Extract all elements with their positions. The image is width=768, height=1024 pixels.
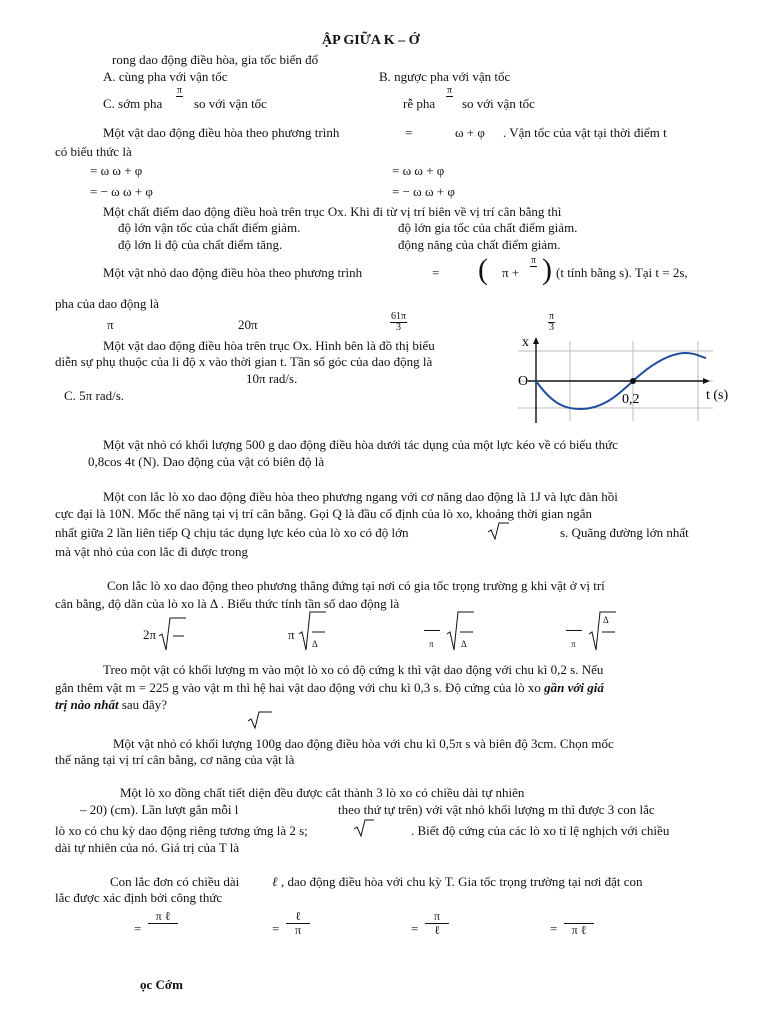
q12-ell: ℓ (272, 874, 278, 889)
q11-line2b: theo thứ tự trên) với vật nhỏ khối lượng m thì được 3 con lắc (338, 802, 655, 817)
q1-option-c: C. sớm pha (103, 96, 163, 111)
q1-option-d: rễ pha (403, 96, 436, 111)
q8-option-d-frac-den: π (571, 639, 576, 649)
q6-line1: Một vật nhỏ có khối lượng 500 g dao động điều hòa dưới tác dụng của một lực kéo về có biểu thức (103, 437, 618, 452)
q1-option-d-tail: so với vận tốc (462, 96, 535, 111)
q12-option-a: π ℓ (148, 910, 178, 937)
q7-line1: Một con lắc lò xo dao động điều hòa theo phương ngang với cơ năng dao động là 1J và lực đàn hồi (103, 489, 618, 504)
q7-line4: mà vật nhỏ của con lắc đi được trong (55, 544, 248, 559)
q12-option-d-equals: = (550, 921, 558, 936)
q5-graph-x-arrow (703, 378, 710, 384)
q1-option-b: B. ngược pha với vận tốc (379, 69, 511, 84)
q5-graph (508, 333, 740, 425)
q3-option-d: động năng của chất điểm giảm. (398, 237, 561, 252)
q4-left-paren: ( (478, 253, 488, 286)
q12-line1a: Con lắc đơn có chiều dài (110, 874, 240, 889)
q10-line1: Một vật nhỏ có khối lượng 100g dao động điều hòa với chu kì 0,5π s và biên độ 3cm. Chọn mốc (113, 736, 614, 751)
footer-text: ọc Cớm (140, 977, 183, 992)
q12-option-c-equals: = (411, 921, 419, 936)
q5-graph-y-arrow (533, 337, 539, 344)
q8-option-a: 2π (143, 627, 157, 642)
q11-line1: Một lò xo đồng chất tiết diện đều được cắt thành 3 lò xo có chiều dài tự nhiên (120, 785, 525, 800)
q4-option-a: π (107, 317, 114, 332)
q8-line1: Con lắc lò xo dao động theo phương thẳng đứng tại nơi có gia tốc trọng trường g khi vật ở vị trí (107, 578, 605, 593)
q8-option-d-num: Δ (603, 615, 609, 625)
q4-line1: Một vật nhỏ dao động điều hòa theo phương trình (103, 265, 363, 280)
q1-option-a: A. cùng pha với vận tốc (103, 69, 228, 84)
q9-line2-text: gắn thêm vật m = 225 g vào vật m thì hệ hai vật dao động với chu kì 0,3 s. Độ cứng của lò xo (55, 680, 541, 695)
q9-line1: Treo một vật có khối lượng m vào một lò xo có độ cứng k thì vật dao động với chu kì 0,2 s. Nếu (103, 662, 604, 677)
q4-fraction: π (531, 255, 537, 266)
q4-option-b: 20π (238, 317, 258, 332)
q12-line1b: , dao động điều hòa với chu kỳ T. Gia tốc trọng trường tại nơi đặt con (281, 874, 643, 889)
q8-option-c-bar (424, 630, 440, 631)
q9-emphasis-1: gần với giá (544, 680, 604, 695)
q4-pi-plus: π + (502, 265, 520, 280)
q3-option-c: độ lớn li độ của chất điểm tăng. (118, 237, 283, 252)
q1-option-c-tail: so với vận tốc (194, 96, 267, 111)
q8-option-c-den: Δ (461, 639, 467, 649)
q10-line2: thế năng tại vị trí cân bằng, cơ năng của vật là (55, 752, 295, 767)
q1-option-d-fraction: π (447, 85, 453, 96)
q5-line2: diễn sự phụ thuộc của li độ x vào thời gian t. Tần số góc của dao động là (55, 354, 433, 369)
q5-graph-point (630, 378, 636, 384)
q2-option-b: = ω ω + φ (392, 163, 445, 178)
q7-sqrt-sign (486, 521, 510, 541)
q2-phase: ω + φ (455, 125, 485, 140)
q5-line1: Một vật dao động điều hòa trên trục Ox. Hình bên là đồ thị biểu (103, 338, 435, 353)
q6-line2: 0,8cos 4t (N). Dao động của vật có biên độ là (88, 454, 325, 469)
q4-option-d: $\frac{\pi}{3}$ (549, 311, 555, 333)
q11-line4: dài tự nhiên của nó. Giá trị của T là (55, 840, 240, 855)
q2-option-a: = ω ω + φ (90, 163, 143, 178)
q2-line1-tail: . Vận tốc của vật tại thời điểm t (503, 125, 667, 140)
q3-option-b: độ lớn gia tốc của chất điểm giảm. (398, 220, 578, 235)
q9-line3-tail: sau đây? (121, 697, 167, 712)
q12-option-b: ℓ π (286, 910, 310, 937)
q9-line3 (55, 697, 167, 712)
q12-option-a-equals: = (134, 921, 142, 936)
q2-line2: có biểu thức là (55, 144, 132, 159)
q4-right-paren: ) (542, 253, 552, 286)
q5-option-b: 10π rad/s. (246, 371, 298, 386)
q2-option-c: = − ω ω + φ (90, 184, 153, 199)
q8-option-d-bar (566, 630, 582, 631)
q12-option-d: π ℓ (564, 910, 594, 937)
q9-emphasis-2: trị nào nhất (55, 697, 119, 712)
q7-line3: nhất giữa 2 lần liên tiếp Q chịu tác dụng lực kéo của lò xo có độ lớn (55, 525, 409, 540)
q4-tail: (t tính bằng s). Tại t = 2s, (556, 265, 688, 280)
q11-line3b: . Biết độ cứng của các lò xo tỉ lệ nghịch với chiều (411, 823, 670, 838)
q9-sqrt-sign (246, 710, 274, 730)
q1-stem: rong dao động điều hòa, gia tốc biến đổ (112, 52, 319, 67)
q8-line2: cân bằng, độ dãn của lò xo là Δ . Biểu thức tính tần số dao động là (55, 596, 400, 611)
q1-option-c-fraction: π (177, 85, 183, 96)
q4-line2: pha của dao động là (55, 296, 159, 311)
q8-option-a-sqrt (158, 616, 188, 652)
page-title: ẬP GIỮA K – Ớ (322, 33, 420, 48)
q8-option-b-den: Δ (312, 639, 318, 649)
q4-option-c: $\frac{61\pi}{3}$ (391, 311, 407, 333)
q5-graph-x-label: t (s) (706, 388, 729, 403)
q2-equals: = (405, 125, 413, 140)
q11-line2a: – 20) (cm). Lần lượt gắn mỗi l (80, 802, 239, 817)
q5-graph-tick: 0,2 (622, 392, 640, 407)
q3-line1: Một chất điểm dao động điều hoà trên trục Ox. Khi đi từ vị trí biên về vị trí cân bằng thì (103, 204, 562, 219)
q7-line3-tail: s. Quãng đường lớn nhất (560, 525, 689, 540)
q3-option-a: độ lớn vận tốc của chất điểm giảm. (118, 220, 301, 235)
q12-option-c: π ℓ (425, 910, 449, 937)
q5-graph-origin: O (518, 374, 529, 389)
q12-line2: lắc được xác định bởi công thức (55, 890, 223, 905)
q5-option-c: C. 5π rad/s. (64, 388, 125, 403)
q2-option-d: = − ω ω + φ (392, 184, 455, 199)
q7-line2: cực đại là 10N. Mốc thế năng tại vị trí cân bằng. Gọi Q là đầu cố định của lò xo, khoảng thời gian ngắn (55, 506, 593, 521)
q5-graph-y-label: x (522, 335, 529, 350)
q12-option-b-equals: = (272, 921, 280, 936)
q4-equals: = (432, 265, 440, 280)
q9-line2 (55, 680, 604, 695)
q11-line3a: lò xo có chu kỳ dao động riêng tương ứng là 2 s; (55, 823, 308, 838)
q8-option-c-frac-den: π (429, 639, 434, 649)
q11-sqrt-sign (352, 818, 376, 838)
q8-option-b: π (288, 627, 295, 642)
q2-line1: Một vật dao động điều hòa theo phương trình (103, 125, 340, 140)
